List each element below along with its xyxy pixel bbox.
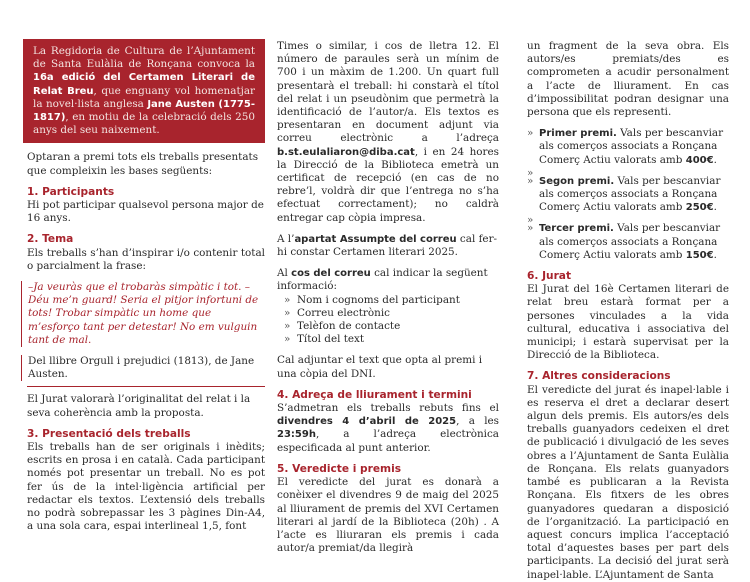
email-address: b.st.eulaliaron@diba.cat <box>277 146 415 158</box>
column-2 <box>277 40 499 555</box>
tema-reference: Del llibre Orgull i prejudici (1813), de Jane Austen. <box>21 355 265 381</box>
body-text-a: Al <box>277 267 292 280</box>
intro-bold-2: Jane Austen (1775-1817) <box>33 98 255 124</box>
section-participants-title: 1. Participants <box>27 185 115 198</box>
deadline-time: 23:59h <box>277 429 316 441</box>
intro-box <box>23 39 265 143</box>
tema-quote: –Ja veuràs que el trobaràs simpàtic i tot. –Déu me’n guard! Seria el pitjor infortuni de tots! Trobar simpàtic un home que m’esforço tant per detestar! No em vulguin tant de mal. <box>21 281 265 347</box>
presentacio-text-a: Times o similar, i cos de lletra 12. El número de paraules serà un mínim de 700 i un màxim de 1.200. Un quart full presentarà el treball: hi constarà el títol del relat i un pseudònim que permetrà la identificació de l’autor/a. Els textos es presentaran en document adjunt via correu electrònic a l’adreça <box>277 40 499 145</box>
section-tema-title: 2. Tema <box>27 233 74 246</box>
list-item: » Correu electrònic <box>277 307 499 320</box>
section-veredicte-text: El veredicte del jurat es donarà a conèixer el divendres 9 de maig del 2025 al lliurament de premis del XVI Certamen literari al jardí de la Biblioteca (20h) . A l’acte es lliuraran els premis i cada autor/a premiat/da llegirà <box>277 476 499 555</box>
adreca-text-b: , a les <box>456 415 499 428</box>
body-bold: cos del correu <box>291 268 371 280</box>
prize-amount: 250€ <box>685 202 714 214</box>
opening-paragraph: Optaran a premi tots els treballs presentats que compleixin les bases següents: <box>27 151 259 177</box>
section-veredicte-title: 5. Veredicte i premis <box>277 462 402 475</box>
prize-end: . <box>713 248 717 261</box>
subject-text-b: cal fer-hi constar Certamen literari 2025. <box>277 232 498 259</box>
section-adreca-text <box>277 402 499 455</box>
section-adreca-title: 4. Adreça de lliurament i termini <box>277 388 472 401</box>
prize-item <box>527 175 729 215</box>
prize-end: . <box>713 153 717 166</box>
adreca-text-a: S’admetran els treballs rebuts fins el <box>277 402 499 415</box>
veredicte-continued: un fragment de la seva obra. Els autors/es premiats/des es comprometen a acudir personalment a l’acte de lliurament. En cas d’impossibilitat podran designar una persona que els representi. <box>527 40 729 119</box>
info-list <box>277 294 499 347</box>
presentacio-continued <box>277 40 499 225</box>
prize-list <box>527 127 729 262</box>
intro-text-2: , que enguany vol homenatjar la novel·lista anglesa <box>33 84 256 110</box>
prize-text: Vals per bescanviar als comerços associats a Ronçana Comerç Actiu valorats amb <box>539 222 721 261</box>
section-presentacio-title: 3. Presentació dels treballs <box>27 427 191 440</box>
prize-text: Vals per bescanviar als comerços associats a Ronçana Comerç Actiu valorats amb <box>539 174 721 214</box>
body-paragraph <box>277 267 499 293</box>
spacer <box>527 167 729 175</box>
section-jurat-text: El Jurat del 16è Certamen literari de relat breu estarà format per a persones vinculades a la vida cultural, educativa i associativa del municipi; i estarà supervisat per la Direcció de la Biblioteca. <box>527 283 729 362</box>
adreca-text-c: , a l’adreça electrònica especificada al punt anterior. <box>277 428 499 454</box>
prize-label: Tercer premi. <box>539 223 614 235</box>
deadline-date: divendres 4 d’abril de 2025 <box>277 416 457 428</box>
body-text-b: cal indicar la següent informació: <box>277 267 488 293</box>
column-1 <box>27 0 265 534</box>
list-item: » Telèfon de contacte <box>277 320 499 333</box>
intro-text-1: La Regidoria de Cultura de l’Ajuntament de Santa Eulàlia de Ronçana convoca la <box>33 45 255 71</box>
intro-bold-1: 16a edició del Certamen Literari de Relat Breu <box>33 72 255 97</box>
prize-end: . <box>713 201 717 214</box>
list-item: » Nom i cognoms del participant <box>277 294 499 307</box>
subject-paragraph <box>277 233 499 259</box>
section-participants-text: Hi pot participar qualsevol persona major de 16 anys. <box>27 199 264 225</box>
tema-after-text: El Jurat valorarà l’originalitat del relat i la seva coherència amb la proposta. <box>27 393 251 419</box>
section-altres-title: 7. Altres consideracions <box>527 370 671 383</box>
section-jurat-title: 6. Jurat <box>527 270 572 283</box>
spacer <box>527 214 729 222</box>
subject-text-a: A l’ <box>277 232 295 245</box>
column-3 <box>527 40 729 582</box>
prize-item <box>527 127 729 167</box>
intro-text-3: , en motiu de la celebració dels 250 anys del seu naixement. <box>33 111 255 137</box>
section-tema-text: Els treballs s’han d’inspirar i/o contenir total o parcialment la frase: <box>27 246 265 272</box>
section-altres-text: El veredicte del jurat és inapel·lable i es reserva el dret a declarar desert algun dels premis. Els autors/es dels treballs guanyadors cedeixen el dret de publicació i divulgació de les seves obres a l’Ajuntament de Santa Eulàlia de Ronçana. Els relats guanyadors també es publicaran a la Revista Ronçana. Els fitxers de les obres guanyadores quedaran a disposició de l’organització. La participació en aquest concurs implica l’acceptació total d’aquestes bases per part dels participants. La decisió del jurat serà inapel·lable. L’Ajuntament de Santa <box>527 383 729 581</box>
prize-text: Vals per bescanviar als comerços associats a Ronçana Comerç Actiu valorats amb <box>539 127 724 166</box>
list-item: » Títol del text <box>277 333 499 346</box>
prize-item <box>527 222 729 262</box>
prize-amount: 150€ <box>685 249 714 261</box>
prize-label: Segon premi. <box>539 175 615 187</box>
presentacio-text-b: , i en 24 hores la Direcció de la Biblioteca emetrà un certificat de recepció (en cas de no rebre’l, voldrà dir que l’entrega no s’ha efectuat correctament); no caldrà entregar cap còpia impresa. <box>277 145 499 224</box>
prize-label: Primer premi. <box>539 128 617 140</box>
prize-amount: 400€ <box>685 154 714 166</box>
subject-bold: apartat Assumpte del correu <box>294 233 457 245</box>
section-presentacio-text: Els treballs han de ser originals i inèdits; escrits en prosa i en català. Cada participant només pot presentar un treball. No es pot fer ús de la intel·ligència artificial per redactar els textos. L’extensió dels treballs no podrà sobrepassar les 3 pàgines Din-A4, a una sola cara, espai interlineal 1,5, font <box>27 441 265 533</box>
attach-paragraph: Cal adjuntar el text que opta al premi i una còpia del DNI. <box>277 354 483 380</box>
